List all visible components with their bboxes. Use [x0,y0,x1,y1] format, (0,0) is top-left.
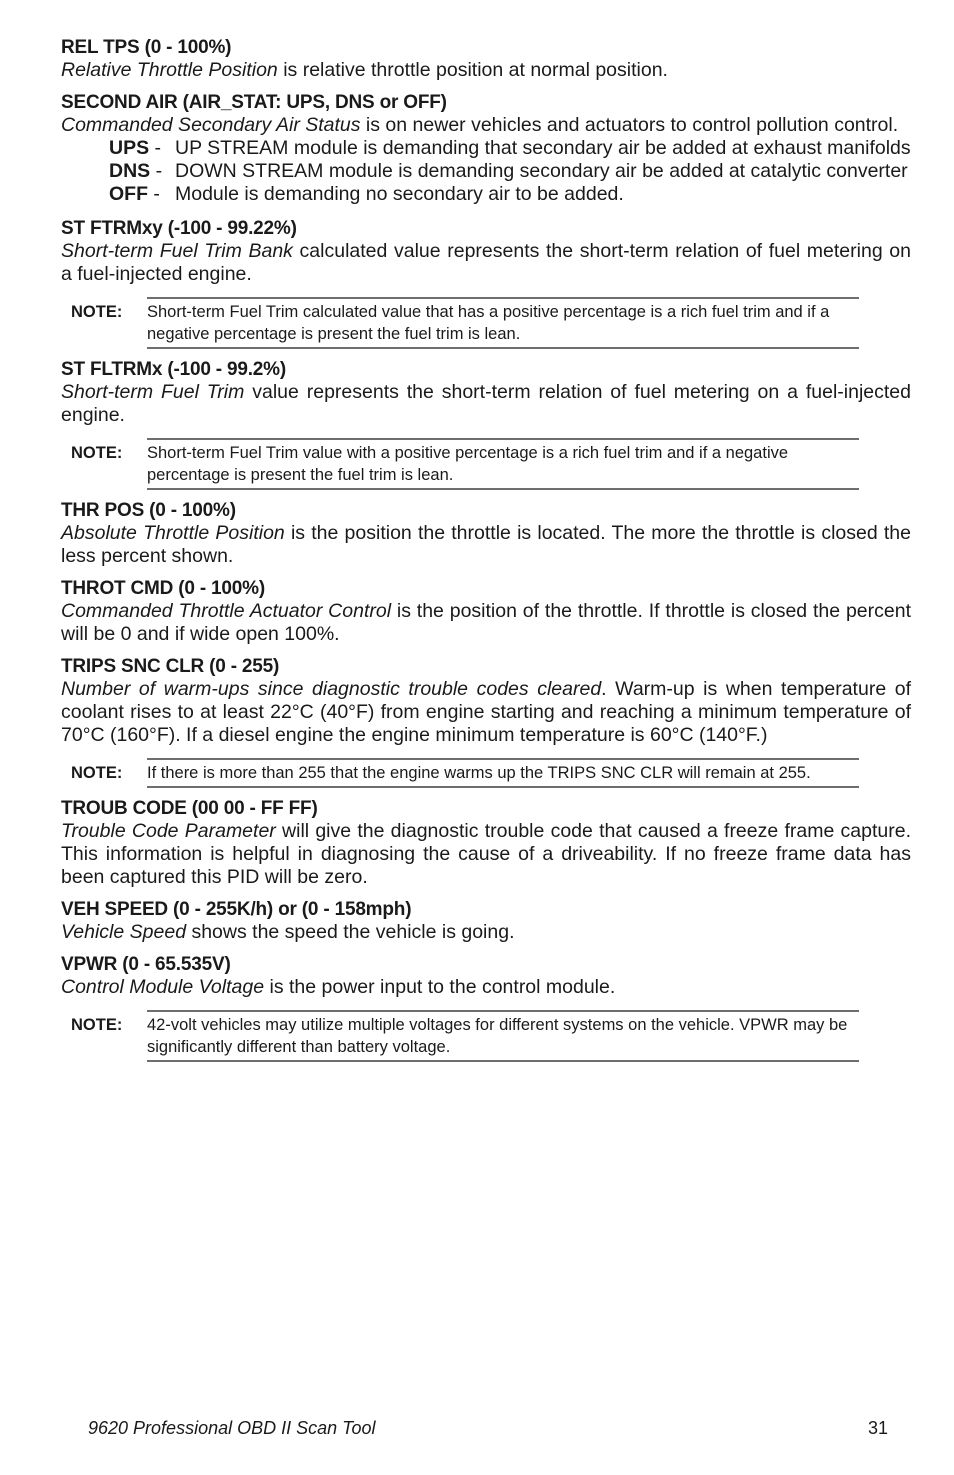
section-trips-snc-clr [61,655,911,747]
definition-text: UP STREAM module is demanding that secondary air be added at exhaust manifolds [175,137,911,159]
section-description [61,59,911,82]
section-heading: SECOND AIR (AIR_STAT: UPS, DNS or OFF) [61,92,447,113]
section-heading: ST FTRMxy (-100 - 99.22%) [61,218,297,239]
section-throt-cmd [61,577,911,646]
section-heading: TRIPS SNC CLR (0 - 255) [61,656,280,677]
definition-separator: - [148,183,160,205]
section-term: Relative Throttle Position [61,59,278,81]
section-term: Short-term Fuel Trim [61,381,245,403]
section-heading: TROUB CODE (00 00 - FF FF) [61,798,318,819]
section-text: shows the speed the vehicle is going. [186,921,515,943]
definition-item [109,137,911,160]
definition-item [109,160,911,183]
section-description [61,381,911,427]
definition-key: OFF [109,183,148,205]
footer-title: 9620 Professional OBD II Scan Tool [88,1418,376,1438]
page-footer [88,1416,888,1440]
note-label: NOTE: [71,764,123,782]
section-text: is the position of the throttle. If throttle is closed the percent will be 0 and if wide open 100%. [61,600,911,645]
section-text: is the power input to the control module. [264,976,616,998]
section-term: Vehicle Speed [61,921,187,943]
section-description [61,600,911,646]
definition-key: UPS [109,137,150,159]
section-thr-pos [61,499,911,568]
definition-item [109,183,911,206]
definition-text: DOWN STREAM module is demanding secondary air be added at catalytic converter [175,160,908,182]
note-label: NOTE: [71,444,123,462]
section-text: is on newer vehicles and actuators to control pollution control. [360,114,899,136]
section-description [61,114,911,137]
section-heading: REL TPS (0 - 100%) [61,37,232,58]
note-text: Short-term Fuel Trim value with a positive percentage is a rich fuel trim and if a negative percentage is present the fuel trim is lean. [147,438,859,490]
section-vpwr [61,953,911,999]
note-block [71,1010,859,1062]
section-term: Commanded Throttle Actuator Control [61,600,392,622]
section-st-ftrmxy [61,217,911,286]
note-label: NOTE: [71,303,123,321]
note-text: 42-volt vehicles may utilize multiple voltages for different systems on the vehicle. VPWR may be significantly different than battery voltage. [147,1010,859,1062]
note-block [71,758,859,788]
section-term: Short-term Fuel Trim Bank [61,240,293,262]
section-term: Number of warm-ups since diagnostic trouble codes cleared [61,678,602,700]
section-troub-code [61,797,911,889]
section-description [61,522,911,568]
page-number: 31 [867,1418,888,1438]
section-heading: VEH SPEED (0 - 255K/h) or (0 - 158mph) [61,899,412,920]
section-term: Control Module Voltage [61,976,265,998]
section-description [61,820,911,889]
section-text: calculated value represents the short-term relation of fuel metering on a fuel-injected engine. [61,240,911,285]
note-block [71,297,859,349]
section-text: is relative throttle position at normal position. [277,59,668,81]
page-content [61,36,911,1062]
definition-text: Module is demanding no secondary air to be added. [175,183,624,205]
section-veh-speed [61,898,911,944]
note-label: NOTE: [71,1016,123,1034]
section-heading: THROT CMD (0 - 100%) [61,578,265,599]
section-heading: THR POS (0 - 100%) [61,500,236,521]
section-description [61,240,911,286]
section-text: is the position the throttle is located. The more the throttle is closed the less percent shown. [61,522,911,567]
section-description [61,678,911,747]
section-text: . Warm-up is when temperature of coolant rises to at least 22°C (40°F) from engine starting and reaching a minimum temperature of 70°C (160°F). If a diesel engine the engine minimum temperature is 60°C (140°F.) [61,678,911,746]
note-text: Short-term Fuel Trim calculated value that has a positive percentage is a rich fuel trim and if a negative percentage is present the fuel trim is lean. [147,297,859,349]
section-description [61,976,911,999]
section-text: value represents the short-term relation of fuel metering on a fuel-injected engine. [61,381,911,426]
section-second-air [61,91,911,206]
section-heading: VPWR (0 - 65.535V) [61,954,231,975]
definition-key: DNS [109,160,151,182]
section-term: Absolute Throttle Position [61,522,285,544]
section-term: Trouble Code Parameter [61,820,276,842]
section-st-fltrmx [61,358,911,427]
section-text: will give the diagnostic trouble code that caused a freeze frame capture. This information is helpful in diagnosing the cause of a driveability. If no freeze frame data has been captured this PID will be zero. [61,820,911,888]
definition-separator: - [150,160,163,182]
note-text: If there is more than 255 that the engine warms up the TRIPS SNC CLR will remain at 255. [147,758,859,788]
definition-list [109,137,911,206]
section-heading: ST FLTRMx (-100 - 99.2%) [61,359,286,380]
section-description [61,921,911,944]
definition-separator: - [149,137,162,159]
section-rel-tps [61,36,911,82]
section-term: Commanded Secondary Air Status [61,114,361,136]
note-block [71,438,859,490]
